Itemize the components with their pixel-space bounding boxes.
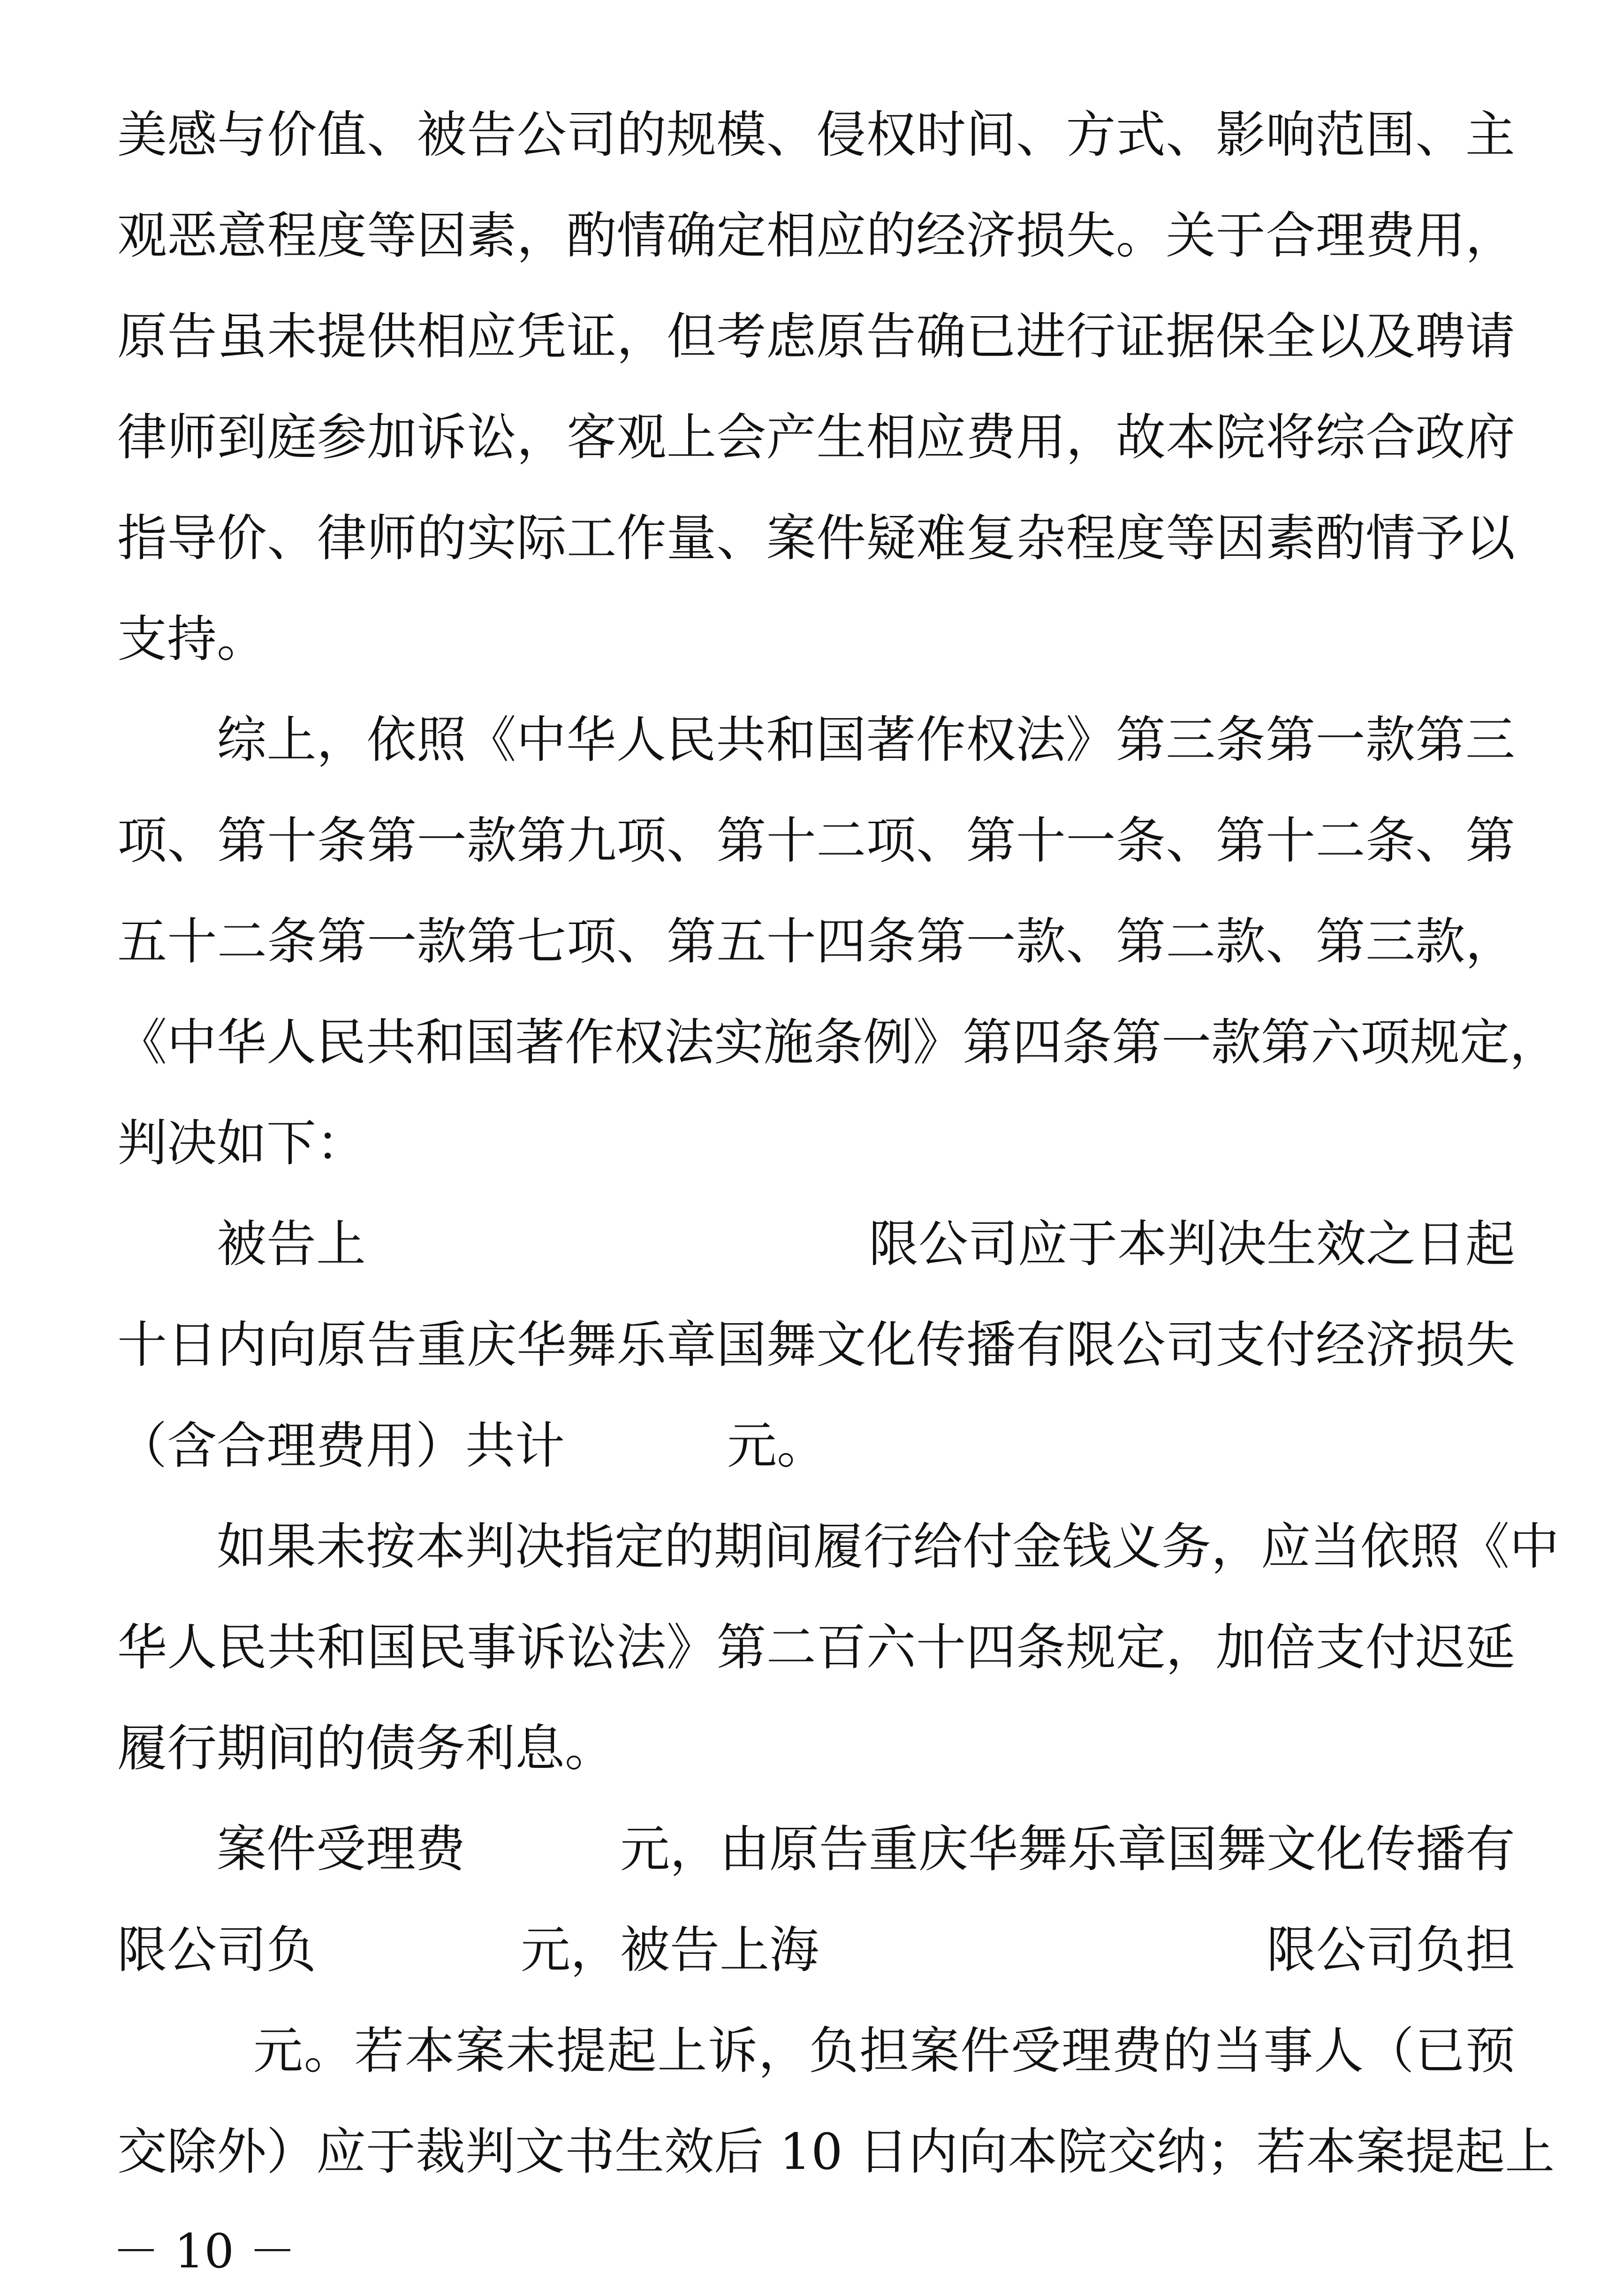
text-segment: 被告上 xyxy=(217,1215,366,1273)
text-segment: 限公司应于本判决生效之日起 xyxy=(869,1215,1515,1273)
text-line: 原告虽未提供相应凭证，但考虑原告确已进行证据保全以及聘请 xyxy=(117,308,1515,365)
page-number: － 10 － xyxy=(113,2224,296,2279)
text-line: 华人民共和国民事诉讼法》第二百六十四条规定，加倍支付迟延 xyxy=(117,1619,1515,1676)
text-line: 项、第十条第一款第九项、第十二项、第十一条、第十二条、第 xyxy=(117,812,1515,870)
text-segment: 限公司负 xyxy=(117,1921,316,1979)
text-line: 履行期间的债务利息。 xyxy=(117,1720,614,1777)
text-segment: 元，由原告重庆华舞乐章国舞文化传播有 xyxy=(620,1820,1515,1878)
text-segment: （含合理费用）共计 xyxy=(117,1417,565,1475)
text-segment: 元。 xyxy=(727,1417,827,1475)
text-line: 指导价、律师的实际工作量、案件疑难复杂程度等因素酌情予以 xyxy=(117,509,1515,567)
text-line: 交除外）应于裁判文书生效后 10 日内向本院交纳；若本案提起上 xyxy=(117,2123,1555,2181)
text-line: 《中华人民共和国著作权法实施条例》第四条第一款第六项规定， xyxy=(117,1014,1559,1071)
text-line: 元。若本案未提起上诉，负担案件受理费的当事人（已预 xyxy=(253,2022,1515,2080)
text-line xyxy=(117,1395,1515,1496)
text-line: 支持。 xyxy=(117,610,266,668)
text-line xyxy=(117,1900,1515,2000)
text-line: 判决如下： xyxy=(117,1114,366,1172)
text-line: 观恶意程度等因素，酌情确定相应的经济损失。关于合理费用， xyxy=(117,207,1515,265)
text-line xyxy=(217,1194,1515,1295)
text-line: 综上，依照《中华人民共和国著作权法》第三条第一款第三 xyxy=(217,711,1515,769)
text-line: 如果未按本判决指定的期间履行给付金钱义务，应当依照《中 xyxy=(217,1518,1559,1576)
text-segment: 限公司负担 xyxy=(1267,1921,1515,1979)
text-line xyxy=(217,1799,1515,1900)
text-segment: 元，被告上海 xyxy=(521,1921,819,1979)
text-line: 十日内向原告重庆华舞乐章国舞文化传播有限公司支付经济损失 xyxy=(117,1316,1515,1374)
text-segment: 案件受理费 xyxy=(217,1820,465,1878)
text-line: 律师到庭参加诉讼，客观上会产生相应费用，故本院将综合政府 xyxy=(117,409,1515,466)
text-line: 五十二条第一款第七项、第五十四条第一款、第二款、第三款， xyxy=(117,913,1515,970)
text-line: 美感与价值、被告公司的规模、侵权时间、方式、影响范围、主 xyxy=(117,106,1515,164)
